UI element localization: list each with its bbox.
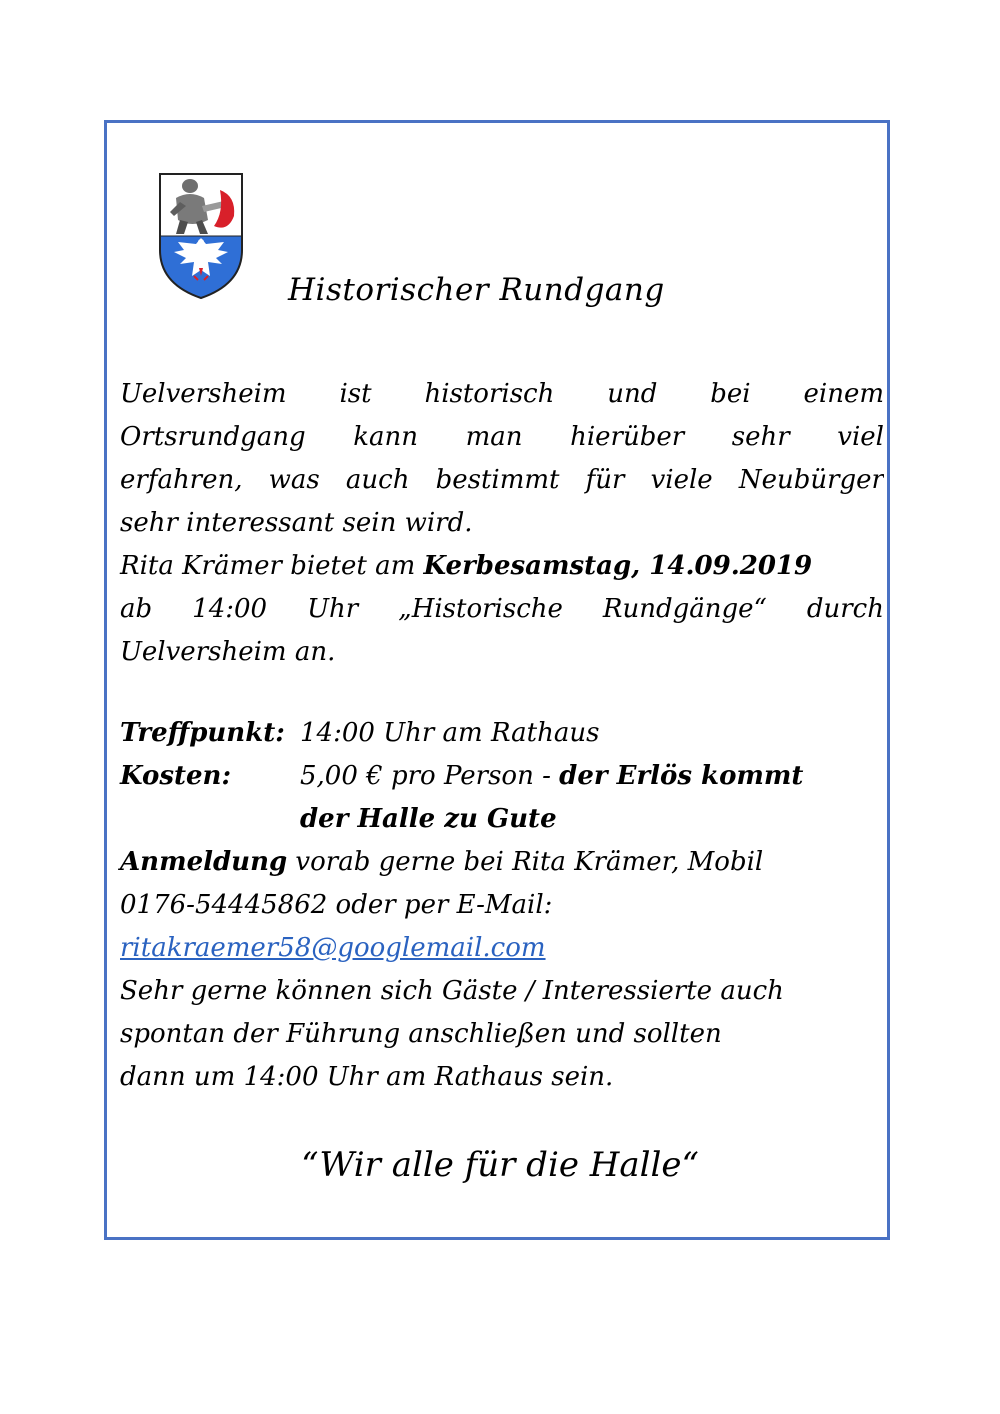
intro-line: sehr interessant sein wird. [120,508,473,538]
motto: “Wir alle für die Halle“ [301,1145,699,1185]
intro-line: erfahren, was auch bestimmt für viele Neubürger [120,465,884,495]
registration-line [120,841,884,884]
note-line: spontan der Führung anschließen und sollten [120,1019,722,1049]
page-title: Historischer Rundgang [288,272,665,308]
cost-value [300,755,803,798]
note-line: Sehr gerne können sich Gäste / Interessierte auch [120,976,784,1006]
email-link[interactable]: ritakraemer58@googlemail.com [120,933,546,963]
email-line [120,927,884,970]
event-date: Kerbesamstag, 14.09.2019 [423,551,813,581]
intro-line-date [120,545,884,588]
cost-price: 5,00 € pro Person - [300,761,560,791]
intro-line: ab 14:00 Uhr „Historische Rundgänge“ durch [120,594,884,624]
intro-line: Uelversheim ist historisch und bei einem [120,379,884,409]
meeting-point-value: 14:00 Uhr am Rathaus [300,718,600,748]
cost-proceeds: der Erlös kommt [559,761,804,791]
cost-label: Kosten: [120,761,232,791]
note-line: dann um 14:00 Uhr am Rathaus sein. [120,1062,614,1092]
intro-line: Uelversheim an. [120,637,336,667]
registration-phone-line: 0176-54445862 oder per E-Mail: [120,890,553,920]
coat-of-arms-icon [158,172,244,300]
registration-paragraph [120,841,884,1099]
cost-proceeds-line2: der Halle zu Gute [300,804,557,834]
intro-line-prefix: Rita Krämer bietet am [120,551,424,581]
intro-paragraph [120,373,884,674]
registration-label: Anmeldung [120,847,288,877]
meeting-point-label: Treffpunkt: [120,718,285,748]
intro-line: Ortsrundgang kann man hierüber sehr viel [120,422,884,452]
registration-text: vorab gerne bei Rita Krämer, Mobil [287,847,764,877]
